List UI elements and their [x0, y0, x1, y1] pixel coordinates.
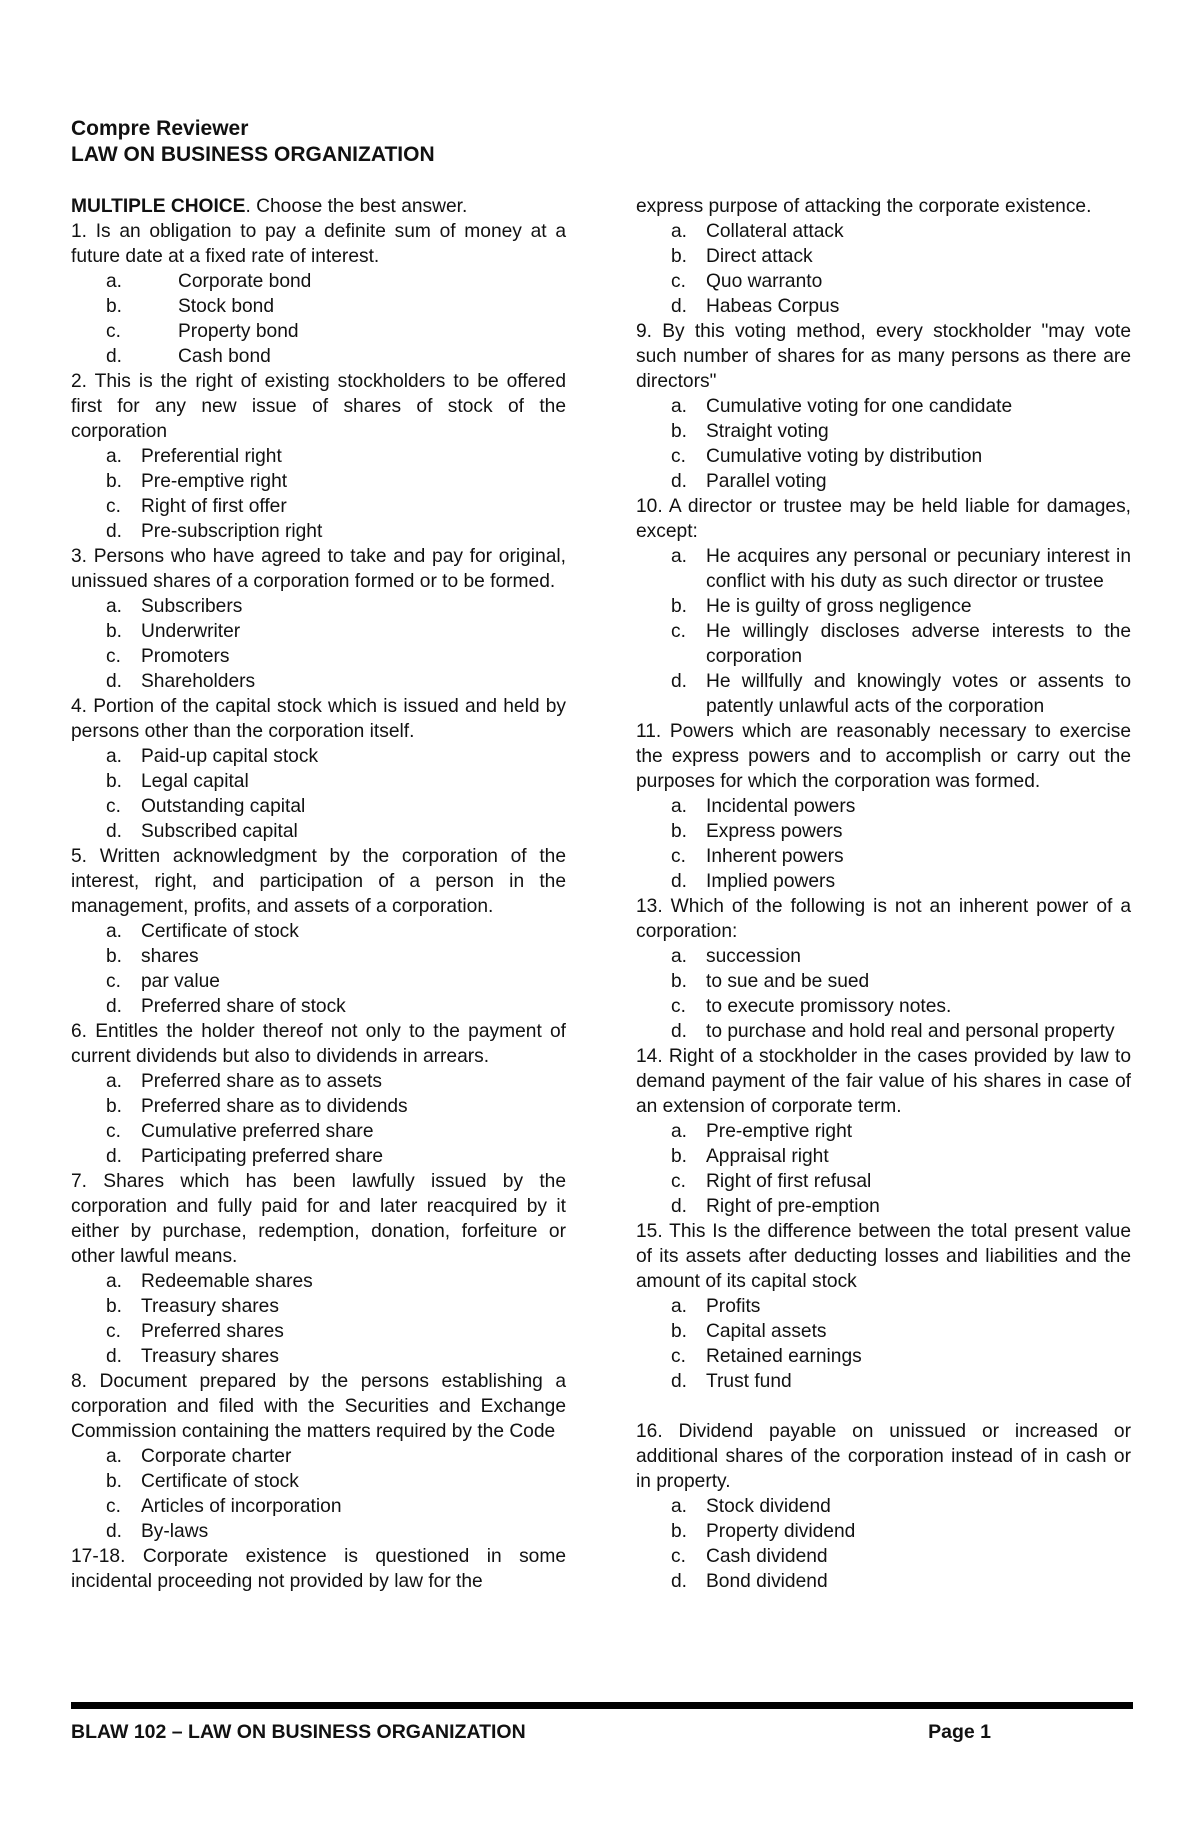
answer-option: [71, 669, 566, 694]
option-text: Shareholders: [141, 671, 256, 692]
option-text: Collateral attack: [706, 221, 844, 242]
option-text: He acquires any personal or pecuniary interest in conflict with his duty as such director or trustee: [706, 546, 1131, 592]
option-text: Participating preferred share: [141, 1146, 384, 1167]
question-stem: 3. Persons who have agreed to take and pay for original, unissued shares of a corporation formed or to be formed.: [71, 546, 566, 592]
option-letter: d.: [671, 671, 688, 692]
option-text: Outstanding capital: [141, 796, 306, 817]
option-letter: a.: [671, 1296, 688, 1317]
option-letter: c.: [106, 971, 121, 992]
answer-option: [636, 669, 1131, 719]
option-text: Straight voting: [706, 421, 829, 442]
option-letter: b.: [106, 1471, 123, 1492]
option-text: Right of first offer: [141, 496, 287, 517]
option-text: Profits: [706, 1296, 761, 1317]
option-text: Cash dividend: [706, 1546, 828, 1567]
answer-option: [71, 494, 566, 519]
option-text: Treasury shares: [141, 1296, 279, 1317]
answer-option: [71, 1069, 566, 1094]
answer-option: [71, 1444, 566, 1469]
option-letter: d.: [671, 1196, 688, 1217]
answer-option: [636, 1119, 1131, 1144]
answer-option: [636, 444, 1131, 469]
option-letter: c.: [106, 496, 121, 517]
answer-option: [636, 294, 1131, 319]
answer-option: [71, 1319, 566, 1344]
answer-option: [71, 594, 566, 619]
answer-option: [636, 1294, 1131, 1319]
answer-option: [636, 869, 1131, 894]
answer-option: [636, 244, 1131, 269]
option-letter: c.: [671, 1346, 686, 1367]
option-letter: a.: [671, 221, 688, 242]
question-stem: 7. Shares which has been lawfully issued by the corporation and fully paid for and later reacquired by it either by purchase, redemption, donation, forfeiture or other lawful means.: [71, 1171, 566, 1267]
answer-option: [636, 794, 1131, 819]
option-letter: a.: [106, 446, 123, 467]
option-text: Corporate charter: [141, 1446, 292, 1467]
option-text: Certificate of stock: [141, 921, 299, 942]
answer-option: [636, 1519, 1131, 1544]
option-letter: a.: [671, 946, 688, 967]
option-letter: c.: [106, 796, 121, 817]
option-letter: b.: [106, 471, 123, 492]
option-text: Promoters: [141, 646, 230, 667]
answer-option: [71, 269, 566, 294]
answer-option: [71, 1519, 566, 1544]
option-text: Right of first refusal: [706, 1171, 872, 1192]
instructions-text: . Choose the best answer.: [245, 196, 468, 217]
question-stem-continuation: express purpose of attacking the corporate existence.: [636, 196, 1092, 217]
answer-option: [636, 1194, 1131, 1219]
answer-option: [71, 444, 566, 469]
answer-option: [636, 1319, 1131, 1344]
option-text: Preferred share as to assets: [141, 1071, 383, 1092]
option-letter: b.: [106, 1296, 123, 1317]
question-stem: 1. Is an obligation to pay a definite sum of money at a future date at a fixed rate of interest.: [71, 221, 566, 267]
answer-option: [71, 1144, 566, 1169]
answer-option: [71, 794, 566, 819]
answer-option: [71, 319, 566, 344]
option-letter: a.: [671, 546, 688, 567]
option-letter: d.: [106, 1521, 123, 1542]
document-subject: LAW ON BUSINESS ORGANIZATION: [71, 143, 435, 166]
answer-option: [636, 419, 1131, 444]
option-text: Pre-emptive right: [141, 471, 288, 492]
option-letter: d.: [106, 996, 123, 1017]
option-text: Corporate bond: [178, 271, 312, 292]
option-letter: b.: [671, 1146, 688, 1167]
option-letter: d.: [106, 1146, 123, 1167]
option-text: Cash bond: [178, 346, 271, 367]
option-text: Parallel voting: [706, 471, 827, 492]
option-text: Cumulative preferred share: [141, 1121, 374, 1142]
option-letter: c.: [671, 996, 686, 1017]
option-text: Inherent powers: [706, 846, 844, 867]
option-letter: a.: [106, 1271, 123, 1292]
option-letter: a.: [671, 1496, 688, 1517]
answer-option: [71, 1469, 566, 1494]
option-letter: d.: [106, 1346, 123, 1367]
option-letter: b.: [106, 296, 123, 317]
option-letter: c.: [106, 321, 121, 342]
option-letter: b.: [671, 596, 688, 617]
option-letter: c.: [671, 1546, 686, 1567]
option-letter: a.: [671, 796, 688, 817]
option-text: Property dividend: [706, 1521, 856, 1542]
option-letter: d.: [106, 821, 123, 842]
option-text: Paid-up capital stock: [141, 746, 319, 767]
option-letter: a.: [106, 1071, 123, 1092]
option-text: shares: [141, 946, 199, 967]
question-stem: 11. Powers which are reasonably necessary to exercise the express powers and to accomplish or carry out the purposes for which the corporation was formed.: [636, 721, 1131, 792]
option-letter: c.: [671, 846, 686, 867]
answer-option: [636, 1544, 1131, 1569]
answer-option: [71, 294, 566, 319]
option-text: to sue and be sued: [706, 971, 870, 992]
option-text: Legal capital: [141, 771, 249, 792]
question-stem: 4. Portion of the capital stock which is issued and held by persons other than the corporation itself.: [71, 696, 566, 742]
question-stem: 2. This is the right of existing stockholders to be offered first for any new issue of shares of stock of the corporation: [71, 371, 566, 442]
answer-option: [71, 919, 566, 944]
option-text: Treasury shares: [141, 1346, 279, 1367]
answer-option: [71, 344, 566, 369]
option-text: succession: [706, 946, 801, 967]
answer-option: [636, 969, 1131, 994]
answer-option: [71, 994, 566, 1019]
question-stem: 17-18. Corporate existence is questioned in some incidental proceeding not provided by law for the: [71, 1546, 566, 1592]
answer-option: [636, 394, 1131, 419]
answer-option: [71, 944, 566, 969]
option-text: Preferred share of stock: [141, 996, 346, 1017]
page-footer: [71, 1720, 991, 1744]
option-text: Stock bond: [178, 296, 275, 317]
option-letter: d.: [671, 1021, 688, 1042]
question-stem: 16. Dividend payable on unissued or increased or additional shares of the corporation instead of in cash or in property.: [636, 1421, 1131, 1492]
option-text: Cumulative voting by distribution: [706, 446, 983, 467]
option-text: Pre-emptive right: [706, 1121, 853, 1142]
option-letter: a.: [106, 1446, 123, 1467]
answer-option: [636, 1369, 1131, 1394]
option-text: Preferential right: [141, 446, 282, 467]
question-stem: 9. By this voting method, every stockholder "may vote such number of shares for as many persons as there are directors": [636, 321, 1131, 392]
option-letter: b.: [106, 946, 123, 967]
option-text: By-laws: [141, 1521, 209, 1542]
option-text: Bond dividend: [706, 1571, 828, 1592]
option-letter: d.: [671, 296, 688, 317]
option-text: Stock dividend: [706, 1496, 831, 1517]
answer-option: [636, 1569, 1131, 1594]
option-text: Underwriter: [141, 621, 241, 642]
instructions-label: MULTIPLE CHOICE: [71, 196, 246, 217]
question-stem: 6. Entitles the holder thereof not only to the payment of current dividends but also to dividends in arrears.: [71, 1021, 566, 1067]
option-text: Appraisal right: [706, 1146, 829, 1167]
option-text: He willfully and knowingly votes or assents to patently unlawful acts of the corporation: [706, 671, 1131, 717]
question-stem: 5. Written acknowledgment by the corporation of the interest, right, and participation of a person in the management, profits, and assets of a corporation.: [71, 846, 566, 917]
answer-option: [636, 269, 1131, 294]
option-letter: c.: [106, 1121, 121, 1142]
answer-option: [636, 1144, 1131, 1169]
question-stem: 8. Document prepared by the persons establishing a corporation and filed with the Securities and Exchange Commission containing the matters required by the Code: [71, 1371, 566, 1442]
option-text: Trust fund: [706, 1371, 792, 1392]
left-column: [71, 194, 566, 1594]
answer-option: [71, 519, 566, 544]
option-text: He is guilty of gross negligence: [706, 596, 972, 617]
answer-option: [71, 1094, 566, 1119]
option-text: Retained earnings: [706, 1346, 862, 1367]
option-letter: b.: [671, 821, 688, 842]
answer-option: [636, 994, 1131, 1019]
answer-option: [636, 219, 1131, 244]
option-letter: a.: [671, 396, 688, 417]
option-text: Subscribers: [141, 596, 243, 617]
option-text: Cumulative voting for one candidate: [706, 396, 1013, 417]
page-number: Page 1: [928, 1721, 991, 1743]
option-letter: a.: [671, 1121, 688, 1142]
option-text: Direct attack: [706, 246, 813, 267]
option-letter: d.: [671, 471, 688, 492]
option-text: Right of pre-emption: [706, 1196, 880, 1217]
answer-option: [71, 1344, 566, 1369]
option-text: Pre-subscription right: [141, 521, 323, 542]
option-letter: c.: [671, 1171, 686, 1192]
option-letter: c.: [106, 646, 121, 667]
option-text: Redeemable shares: [141, 1271, 313, 1292]
option-letter: d.: [671, 1571, 688, 1592]
option-text: He willingly discloses adverse interests to the corporation: [706, 621, 1131, 667]
option-letter: b.: [106, 1096, 123, 1117]
option-letter: d.: [671, 1371, 688, 1392]
option-text: Quo warranto: [706, 271, 823, 292]
answer-option: [71, 619, 566, 644]
answer-option: [71, 969, 566, 994]
option-letter: b.: [671, 1321, 688, 1342]
document-header: [71, 116, 435, 168]
answer-option: [71, 1269, 566, 1294]
answer-option: [71, 744, 566, 769]
document-title: Compre Reviewer: [71, 117, 249, 140]
option-letter: d.: [671, 871, 688, 892]
answer-option: [636, 594, 1131, 619]
option-letter: b.: [671, 1521, 688, 1542]
option-letter: c.: [671, 621, 686, 642]
option-text: Incidental powers: [706, 796, 856, 817]
answer-option: [71, 644, 566, 669]
option-letter: c.: [106, 1321, 121, 1342]
answer-option: [636, 944, 1131, 969]
option-letter: a.: [106, 746, 123, 767]
option-text: Express powers: [706, 821, 843, 842]
option-letter: a.: [106, 596, 123, 617]
option-letter: d.: [106, 521, 123, 542]
option-text: par value: [141, 971, 220, 992]
option-text: Capital assets: [706, 1321, 827, 1342]
option-letter: a.: [106, 921, 123, 942]
answer-option: [71, 1119, 566, 1144]
option-text: Preferred share as to dividends: [141, 1096, 408, 1117]
answer-option: [636, 544, 1131, 594]
option-letter: b.: [106, 621, 123, 642]
right-column: [636, 194, 1131, 1594]
option-text: Property bond: [178, 321, 299, 342]
answer-option: [636, 844, 1131, 869]
option-text: Certificate of stock: [141, 1471, 299, 1492]
question-stem: 13. Which of the following is not an inherent power of a corporation:: [636, 896, 1131, 942]
answer-option: [636, 1019, 1131, 1044]
option-letter: d.: [106, 671, 123, 692]
answer-option: [636, 1494, 1131, 1519]
option-text: to purchase and hold real and personal property: [706, 1021, 1115, 1042]
option-text: Habeas Corpus: [706, 296, 840, 317]
answer-option: [71, 1294, 566, 1319]
option-text: to execute promissory notes.: [706, 996, 952, 1017]
option-text: Preferred shares: [141, 1321, 284, 1342]
answer-option: [636, 1169, 1131, 1194]
answer-option: [636, 819, 1131, 844]
answer-option: [71, 1494, 566, 1519]
footer-rule: [71, 1702, 1133, 1709]
blank-line: [636, 1394, 1131, 1419]
option-letter: c.: [671, 271, 686, 292]
option-letter: b.: [671, 246, 688, 267]
option-text: Implied powers: [706, 871, 836, 892]
option-letter: b.: [106, 771, 123, 792]
answer-option: [71, 819, 566, 844]
answer-option: [636, 469, 1131, 494]
question-stem: 14. Right of a stockholder in the cases provided by law to demand payment of the fair value of his shares in case of an extension of corporate term.: [636, 1046, 1131, 1117]
question-stem: 10. A director or trustee may be held liable for damages, except:: [636, 496, 1131, 542]
option-letter: c.: [106, 1496, 121, 1517]
option-text: Subscribed capital: [141, 821, 298, 842]
answer-option: [636, 1344, 1131, 1369]
instructions: [71, 194, 566, 219]
option-letter: c.: [671, 446, 686, 467]
option-letter: b.: [671, 421, 688, 442]
option-text: Articles of incorporation: [141, 1496, 342, 1517]
answer-option: [71, 469, 566, 494]
option-letter: a.: [106, 271, 123, 292]
question-stem: 15. This Is the difference between the total present value of its assets after deducting losses and liabilities and the amount of its capital stock: [636, 1221, 1131, 1292]
option-letter: b.: [671, 971, 688, 992]
answer-option: [71, 769, 566, 794]
option-letter: d.: [106, 346, 123, 367]
footer-course: BLAW 102 – LAW ON BUSINESS ORGANIZATION: [71, 1721, 526, 1743]
answer-option: [636, 619, 1131, 669]
